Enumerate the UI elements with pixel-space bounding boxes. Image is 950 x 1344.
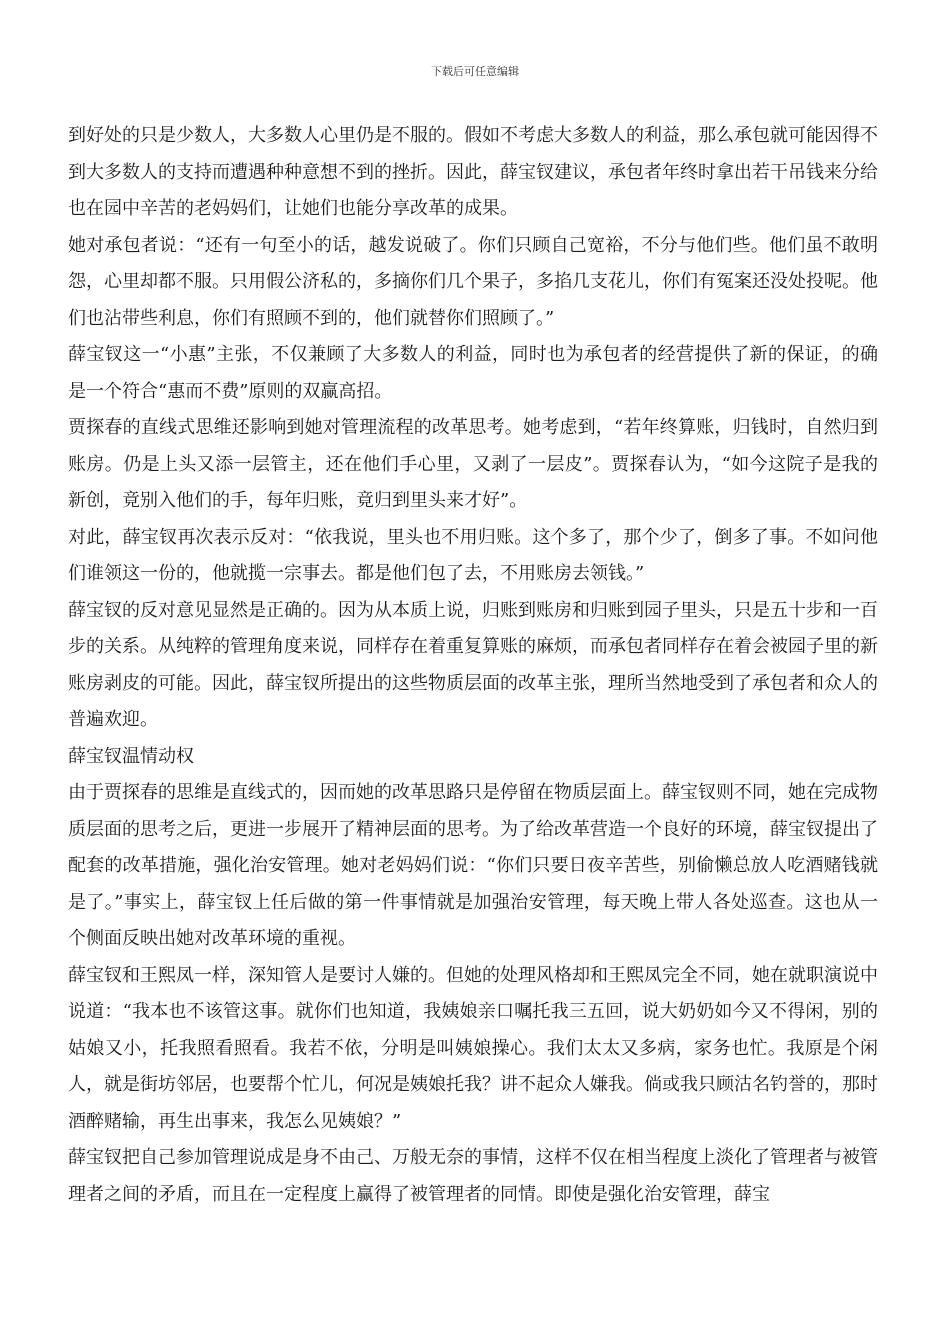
paragraph-2: 她对承包者说：“还有一句至小的话，越发说破了。你们只顾自己宽裕，不分与他们些。他们虽不敢明怨，心里却都不服。只用假公济私的，多摘你们几个果子，多掐几支花儿，你们有冤案还没处投呢。他们也沾带些利息，你们有照顾不到的，他们就替你们照顾了。”	[68, 234, 878, 329]
paragraph-7: 由于贾探春的思维是直线式的，因而她的改革思路只是停留在物质层面上。薛宝钗则不同，她在完成物质层面的思考之后，更进一步展开了精神层面的思考。为了给改革营造一个良好的环境，薛宝钗提出了配套的改革措施，强化治安管理。她对老妈妈们说：“你们只要日夜辛苦些，别偷懒总放人吃酒赌钱就是了。”事实上，薛宝钗上任后做的第一件事情就是加强治安管理，每天晚上带人各处巡查。这也从一个侧面反映出她对改革环境的重视。	[68, 782, 878, 949]
paragraph-4: 贾探春的直线式思维还影响到她对管理流程的改革思考。她考虑到，“若年终算账，归钱时，自然归到账房。仍是上头又添一层管主，还在他们手心里，又剥了一层皮”。贾探春认为，“如今这院子是我的新创，竟别入他们的手，每年归账，竟归到里头来才好”。	[68, 417, 878, 511]
paragraph-5: 对此，薛宝钗再次表示反对：“依我说，里头也不用归账。这个多了，那个少了，倒多了事。不如问他们谁领这一份的，他就揽一宗事去。都是他们包了去，不用账房去领钱。”	[68, 526, 878, 584]
page-header: 下载后可任意编辑	[431, 65, 519, 78]
paragraph-9: 薛宝钗把自己参加管理说成是身不由己、万般无奈的事情，这样不仅在相当程度上淡化了管理者与被管理者之间的矛盾，而且在一定程度上赢得了被管理者的同情。即使是强化治安管理，薛宝	[68, 1147, 878, 1205]
paragraph-1: 到好处的只是少数人，大多数人心里仍是不服的。假如不考虑大多数人的利益，那么承包就可能因得不到大多数人的支持而遭遇种种意想不到的挫折。因此，薛宝钗建议，承包者年终时拿出若干吊钱来分给也在园中辛苦的老妈妈们，让她们也能分享改革的成果。	[68, 125, 878, 219]
paragraph-3: 薛宝钗这一“小惠”主张，不仅兼顾了大多数人的利益，同时也为承包者的经营提供了新的保证，的确是一个符合“惠而不费”原则的双赢高招。	[68, 344, 878, 402]
paragraph-6: 薛宝钗的反对意见显然是正确的。因为从本质上说，归账到账房和归账到园子里头，只是五十步和一百步的关系。从纯粹的管理角度来说，同样存在着重复算账的麻烦，而承包者同样存在着会被园子里的新账房剥皮的可能。因此，薛宝钗所提出的这些物质层面的改革主张，理所当然地受到了承包者和众人的普遍欢迎。	[68, 599, 878, 730]
paragraph-8: 薛宝钗和王熙凤一样，深知管人是要讨人嫌的。但她的处理风格却和王熙凤完全不同，她在就职演说中说道：“我本也不该管这事。就你们也知道，我姨娘亲口嘱托我三五回，说大奶奶如今又不得闲，别的姑娘又小，托我照看照看。我若不依，分明是叫姨娘操心。我们太太又多病，家务也忙。我原是个闲人，就是街坊邻居，也要帮个忙儿，何况是姨娘托我？讲不起众人嫌我。倘或我只顾沽名钓誉的，那时酒醉赌输，再生出事来，我怎么见姨娘？”	[68, 964, 878, 1132]
document-body	[68, 118, 878, 1213]
section-heading: 薛宝钗温情动权	[68, 745, 194, 767]
